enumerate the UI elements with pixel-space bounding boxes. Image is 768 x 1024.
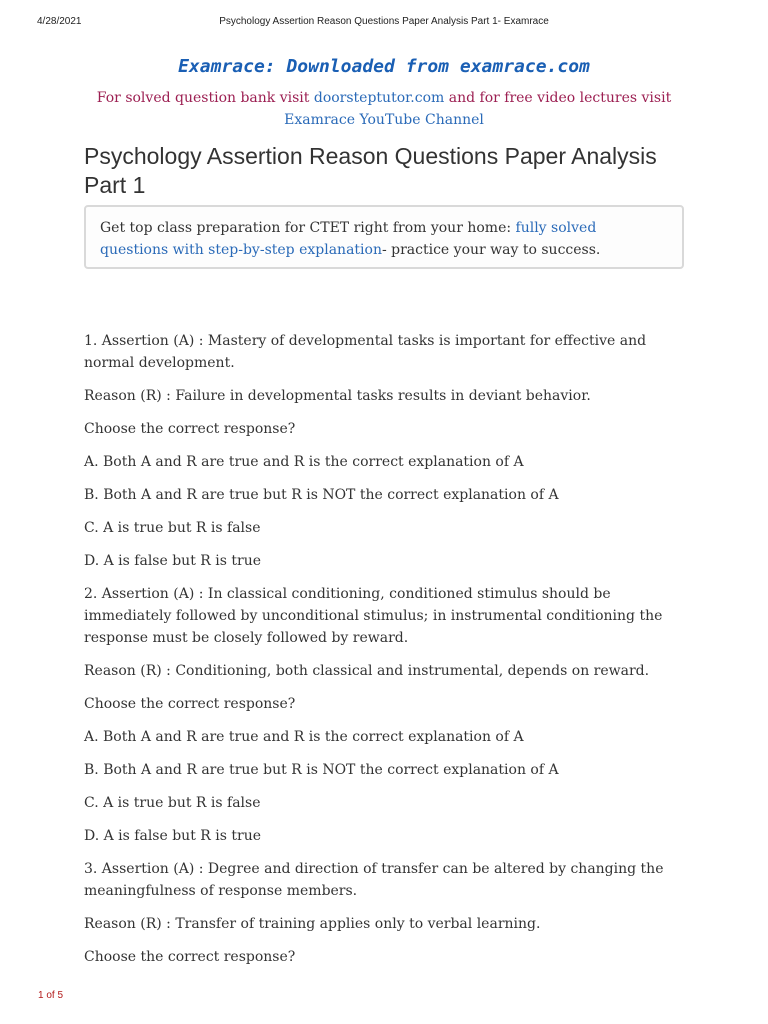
question-2-option-a: A. Both A and R are true and R is the correct explanation of A <box>84 729 524 745</box>
question-1-reason: Reason (R) : Failure in developmental tasks results in deviant behavior. <box>84 388 591 404</box>
question-3-assertion: 3. Assertion (A) : Degree and direction of transfer can be altered by changing the meaningfulness of response members. <box>84 861 664 899</box>
question-3-prompt: Choose the correct response? <box>84 949 296 965</box>
solved-questions-link[interactable]: fully solved questions with step-by-step explanation <box>100 220 597 258</box>
question-2-option-d: D. A is false but R is true <box>84 828 262 844</box>
question-1-prompt: Choose the correct response? <box>84 421 296 437</box>
page-number: 1 of 5 <box>38 990 64 1001</box>
promo-text <box>84 87 684 131</box>
brand-banner: Examrace: Downloaded from examrace.com <box>178 56 590 77</box>
question-1-option-a: A. Both A and R are true and R is the correct explanation of A <box>84 454 524 470</box>
question-2-reason: Reason (R) : Conditioning, both classical and instrumental, depends on reward. <box>84 663 650 679</box>
question-2-option-c: C. A is true but R is false <box>84 795 261 811</box>
question-3-reason: Reason (R) : Transfer of training applies only to verbal learning. <box>84 916 541 932</box>
question-2-prompt: Choose the correct response? <box>84 696 296 712</box>
promo-middle: and for free video lectures visit <box>444 90 672 106</box>
preparation-callout <box>84 205 684 269</box>
promo-prefix: For solved question bank visit <box>96 90 314 106</box>
callout-suffix: - practice your way to success. <box>381 242 601 258</box>
questions-section <box>84 330 690 979</box>
question-1-assertion: 1. Assertion (A) : Mastery of developmental tasks is important for effective and normal development. <box>84 333 647 371</box>
print-header <box>0 16 768 30</box>
callout-prefix: Get top class preparation for CTET right from your home: <box>100 220 516 236</box>
question-2-assertion: 2. Assertion (A) : In classical conditioning, conditioned stimulus should be immediately followed by unconditional stimulus; in instrumental conditioning the response must be closely followed by reward. <box>84 586 663 646</box>
print-title: Psychology Assertion Reason Questions Paper Analysis Part 1- Examrace <box>219 16 549 27</box>
doorsteptutor-link[interactable]: doorsteptutor.com <box>313 90 445 106</box>
question-2-option-b: B. Both A and R are true but R is NOT the correct explanation of A <box>84 762 559 778</box>
question-1-option-c: C. A is true but R is false <box>84 520 261 536</box>
question-1-option-b: B. Both A and R are true but R is NOT the correct explanation of A <box>84 487 559 503</box>
page-title: Psychology Assertion Reason Questions Paper Analysis Part 1 <box>84 143 657 198</box>
question-1-option-d: D. A is false but R is true <box>84 553 262 569</box>
youtube-channel-link[interactable]: Examrace YouTube Channel <box>284 112 484 128</box>
print-date: 4/28/2021 <box>37 16 82 27</box>
